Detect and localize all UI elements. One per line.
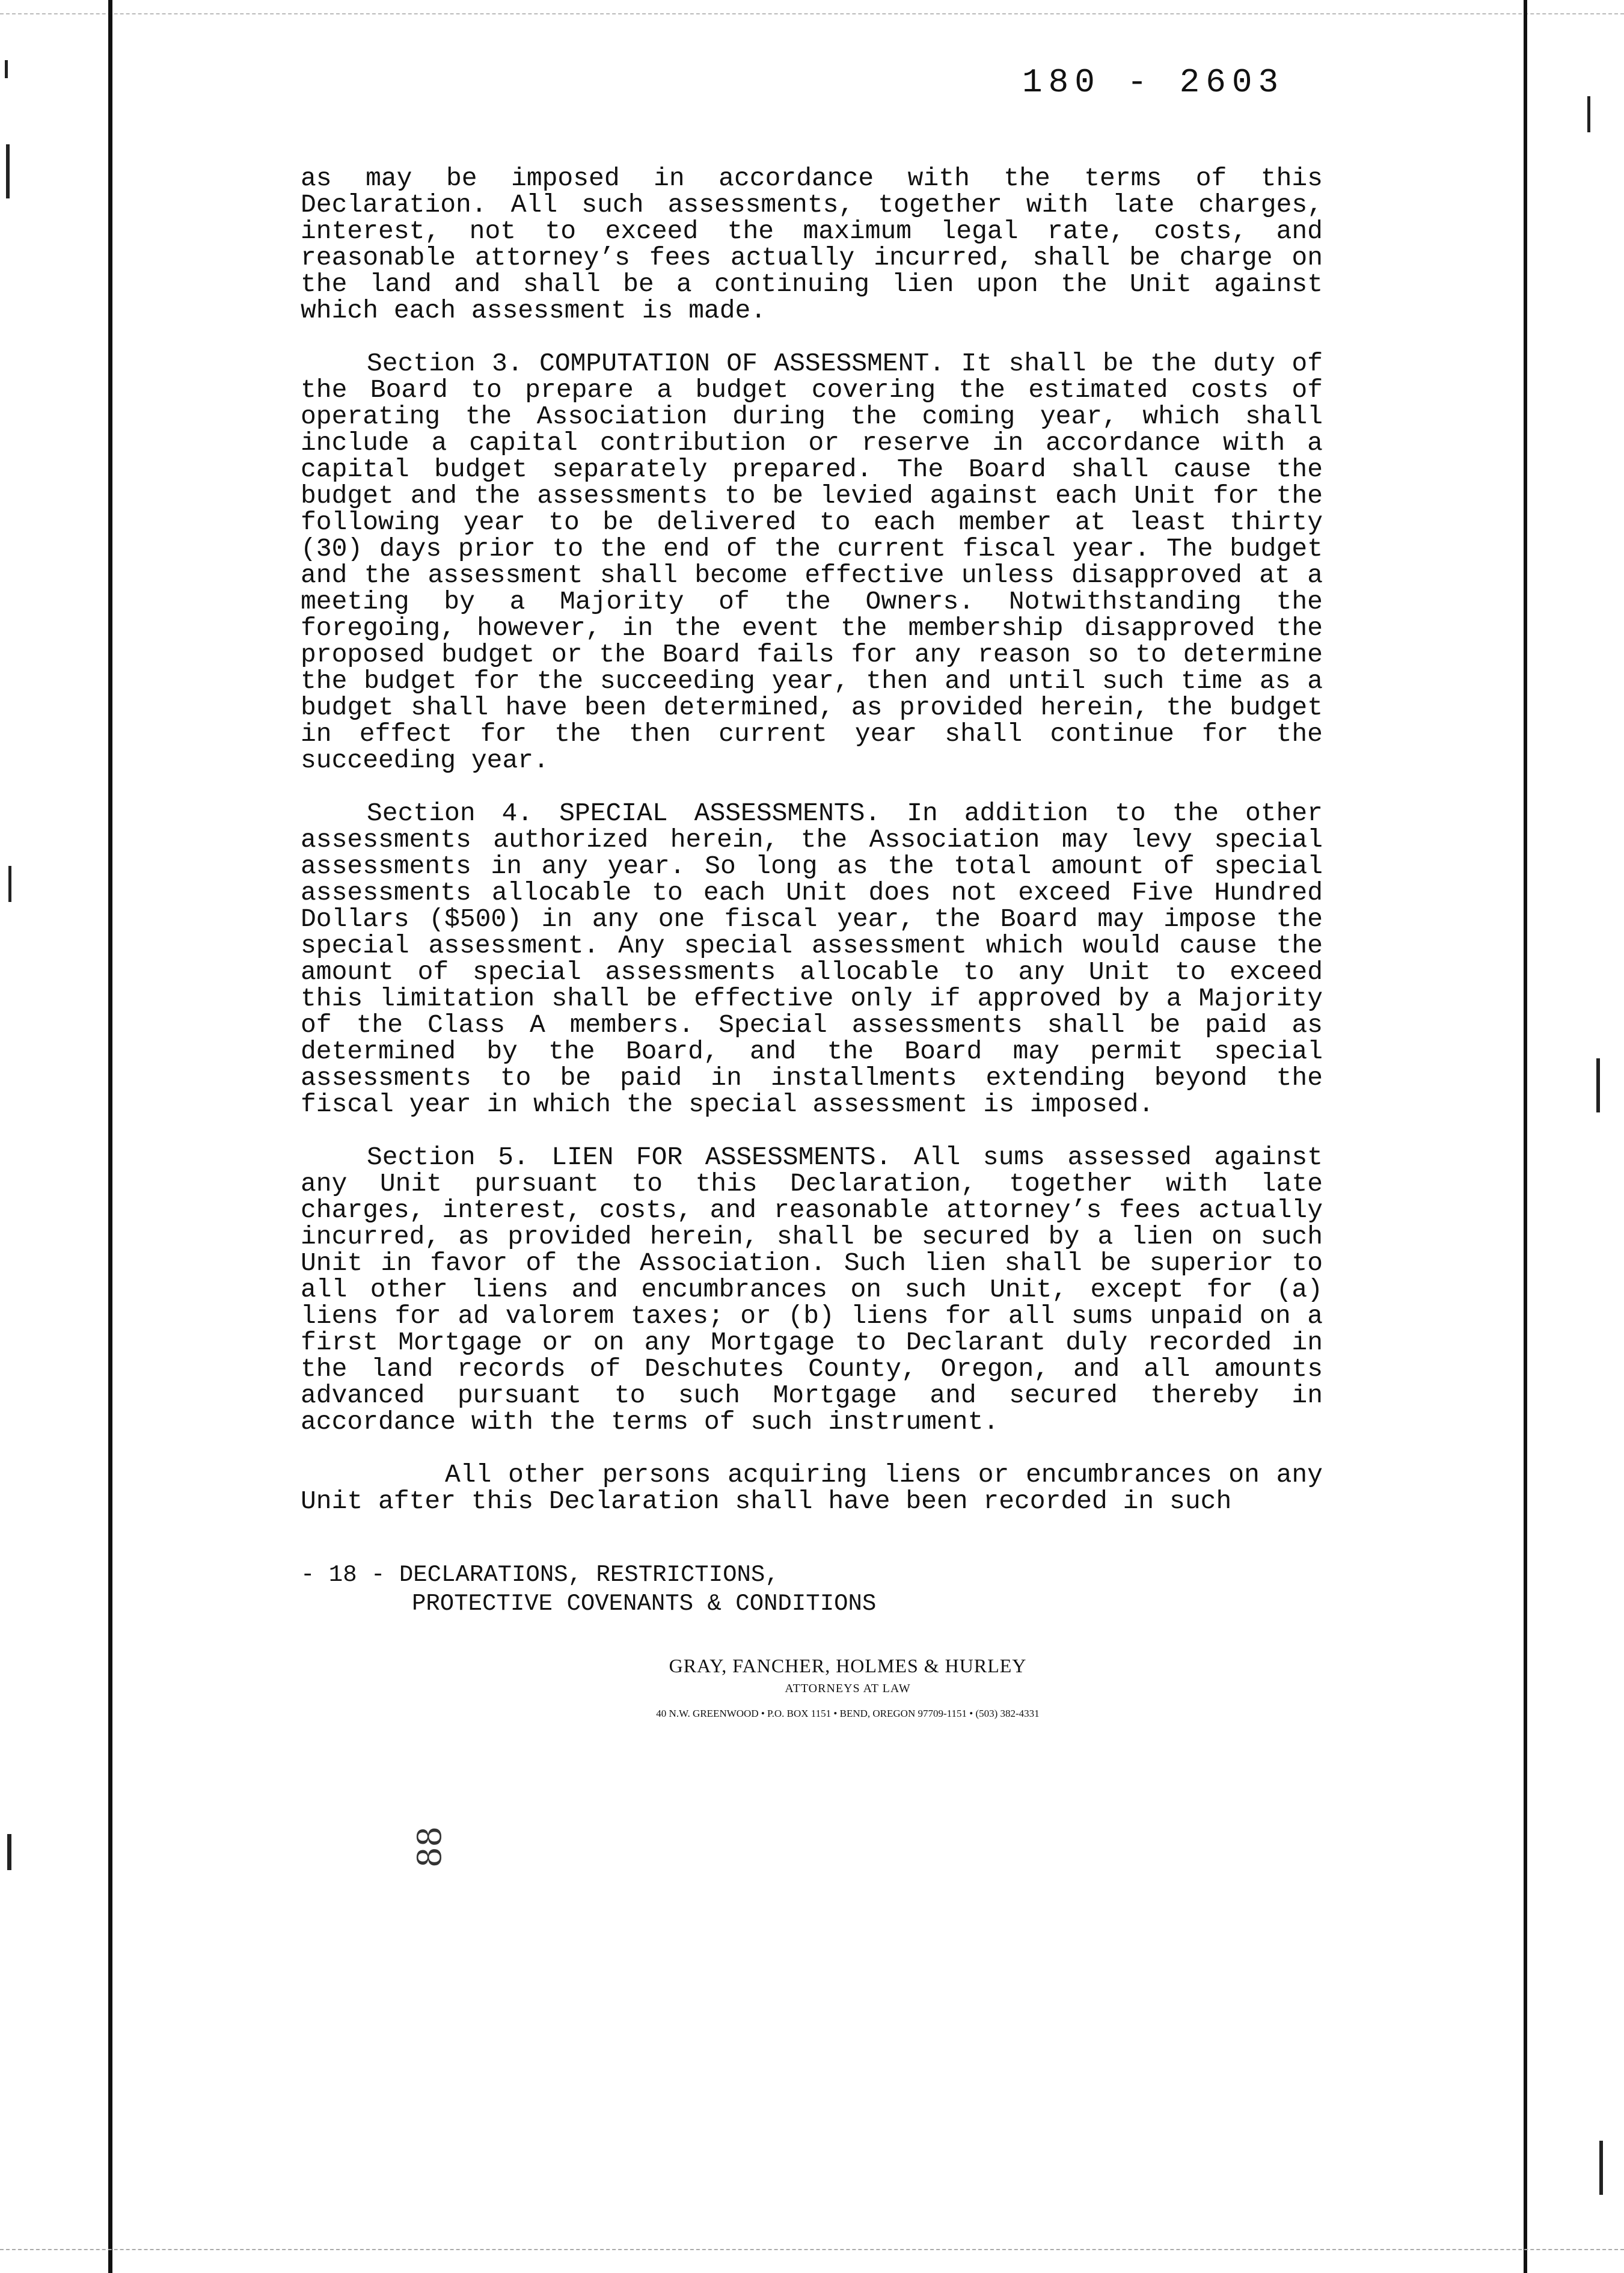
scan-speck (8, 866, 11, 902)
scan-speck (6, 144, 10, 198)
paragraph-section-4: Section 4. SPECIAL ASSESSMENTS. In addition to the other assessments authorized herein, the Association may levy special assessments in any year. So long as the total amount of special assessments allocable to each Unit does not exceed Five Hundred Dollars ($500) in any one fiscal year, the Board may impose the special assessment. Any special assessment which would cause the amount of special assessments allocable to any Unit to exceed this limitation shall be effective only if approved by a Majority of the Class A members. Special assessments shall be paid as determined by the Board, and the Board may permit special assessments to be paid in installments extending beyond the fiscal year in which the special assessment is imposed. (301, 799, 1323, 1119)
left-margin-rule (108, 0, 112, 2273)
scan-speck (1599, 2141, 1603, 2195)
paragraph-continuation: as may be imposed in accordance with the terms of this Declaration. All such assessments, together with late charges, interest, not to exceed the maximum legal rate, costs, and reasonable attorney’s fees actually incurred, shall be charge on the land and shall be a continuing lien upon the Unit against which each assessment is made. (301, 164, 1323, 325)
declaration-body (301, 165, 1323, 1541)
page-number: 180 - 2603 (1022, 63, 1285, 102)
footer-line-1: - 18 - DECLARATIONS, RESTRICTIONS, (301, 1562, 779, 1588)
law-firm-block (541, 1655, 1154, 1720)
right-margin-rule (1524, 0, 1527, 2273)
firm-name: GRAY, FANCHER, HOLMES & HURLEY (669, 1655, 1027, 1676)
document-footer-label (301, 1560, 876, 1618)
scan-speck (7, 1834, 11, 1870)
footer-line-2: PROTECTIVE COVENANTS & CONDITIONS (412, 1590, 877, 1617)
scan-edge-bottom (0, 2249, 1624, 2251)
scan-speck (1596, 1058, 1600, 1112)
firm-address: 40 N.W. GREENWOOD • P.O. BOX 1151 • BEND, OREGON 97709-1151 • (503) 382-4331 (656, 1708, 1040, 1719)
paragraph-section-5: Section 5. LIEN FOR ASSESSMENTS. All sums assessed against any Unit pursuant to this Declaration, together with late charges, interest, costs, and reasonable attorney’s fees actually incurred, as provided herein, shall be secured by a lien on such Unit in favor of the Association. Such lien shall be superior to all other liens and encumbrances on such Unit, except for (a) liens for ad valorem taxes; or (b) liens for all sums unpaid on a first Mortgage or on any Mortgage to Declarant duly recorded in the land records of Deschutes County, Oregon, and all amounts advanced pursuant to such Mortgage and secured thereby in accordance with the terms of such instrument. (301, 1143, 1323, 1437)
scan-edge-top (0, 0, 1624, 14)
stamp-mark: 88 (410, 1826, 449, 1868)
paragraph-other-persons: All other persons acquiring liens or encumbrances on any Unit after this Declaration shall have been recorded in such (301, 1460, 1323, 1516)
scan-speck (5, 60, 8, 78)
firm-subtitle: ATTORNEYS AT LAW (785, 1682, 911, 1695)
paragraph-section-3: Section 3. COMPUTATION OF ASSESSMENT. It shall be the duty of the Board to prepare a budget covering the estimated costs of operating the Association during the coming year, which shall include a capital contribution or reserve in accordance with a capital budget separately prepared. The Board shall cause the budget and the assessments to be levied against each Unit for the following year to be delivered to each member at least thirty (30) days prior to the end of the current fiscal year. The budget and the assessment shall become effective unless disapproved at a meeting by a Majority of the Owners. Notwithstanding the foregoing, however, in the event the membership disapproved the proposed budget or the Board fails for any reason so to determine the budget for the succeeding year, then and until such time as a budget shall have been determined, as provided herein, the budget in effect for the then current year shall continue for the succeeding year. (301, 349, 1323, 775)
scan-speck (1587, 96, 1590, 132)
